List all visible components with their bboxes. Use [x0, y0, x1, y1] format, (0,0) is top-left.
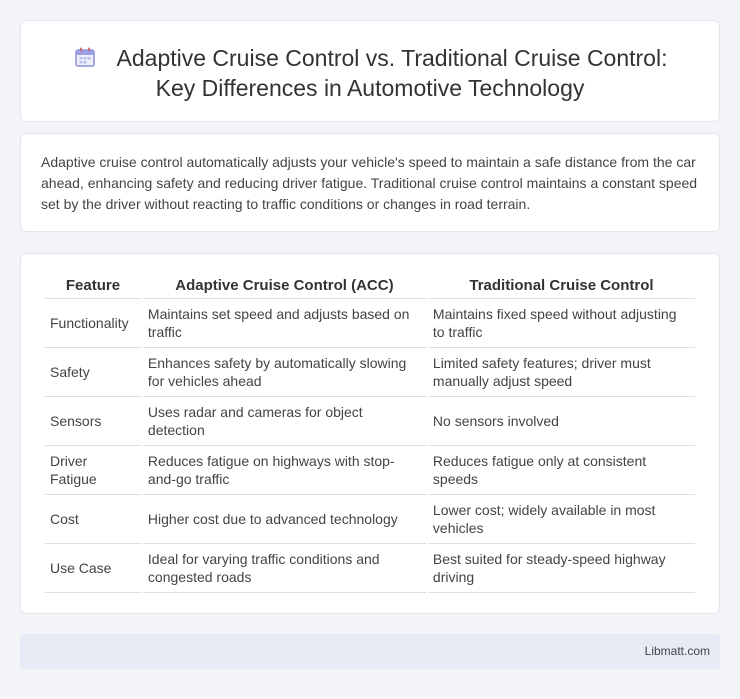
traditional-cell: No sensors involved [428, 397, 695, 446]
title-card [20, 20, 720, 122]
traditional-cell: Best suited for steady-speed highway driving [428, 544, 695, 593]
feature-cell: Driver Fatigue [45, 446, 141, 495]
title-line-1: Adaptive Cruise Control vs. Traditional Cruise Control: [116, 45, 668, 71]
acc-cell: Maintains set speed and adjusts based on traffic [143, 299, 426, 348]
table-row [45, 299, 695, 348]
table-row [45, 397, 695, 446]
calendar-icon [73, 45, 97, 69]
column-header-traditional: Traditional Cruise Control [428, 275, 695, 299]
column-header-acc: Adaptive Cruise Control (ACC) [143, 275, 426, 299]
table-row [45, 495, 695, 544]
feature-cell: Functionality [45, 299, 141, 348]
acc-cell: Ideal for varying traffic conditions and congested roads [143, 544, 426, 593]
acc-cell: Reduces fatigue on highways with stop-and-go traffic [143, 446, 426, 495]
title-line-2: Key Differences in Automotive Technology [155, 75, 585, 101]
feature-cell: Sensors [45, 397, 141, 446]
acc-cell: Uses radar and cameras for object detection [143, 397, 426, 446]
acc-cell: Higher cost due to advanced technology [143, 495, 426, 544]
intro-card [20, 133, 720, 232]
table-header-row [45, 275, 695, 299]
feature-cell: Cost [45, 495, 141, 544]
feature-cell: Safety [45, 348, 141, 397]
footer [20, 634, 720, 669]
feature-cell: Use Case [45, 544, 141, 593]
comparison-card [20, 253, 720, 614]
column-header-feature: Feature [45, 275, 141, 299]
intro-paragraph: Adaptive cruise control automatically adjusts your vehicle's speed to maintain a safe distance from the car ahead, enhancing safety and reducing driver fatigue. Traditional cruise control maintains a constant speed set by the driver without reacting to traffic conditions or changes in road terrain. [41, 154, 698, 212]
comparison-table [43, 275, 697, 593]
footer-brand: Libmatt.com [644, 644, 710, 658]
acc-cell: Enhances safety by automatically slowing for vehicles ahead [143, 348, 426, 397]
table-row [45, 544, 695, 593]
page-title [21, 43, 719, 103]
traditional-cell: Lower cost; widely available in most vehicles [428, 495, 695, 544]
table-row [45, 446, 695, 495]
traditional-cell: Maintains fixed speed without adjusting to traffic [428, 299, 695, 348]
table-row [45, 348, 695, 397]
traditional-cell: Reduces fatigue only at consistent speeds [428, 446, 695, 495]
traditional-cell: Limited safety features; driver must manually adjust speed [428, 348, 695, 397]
